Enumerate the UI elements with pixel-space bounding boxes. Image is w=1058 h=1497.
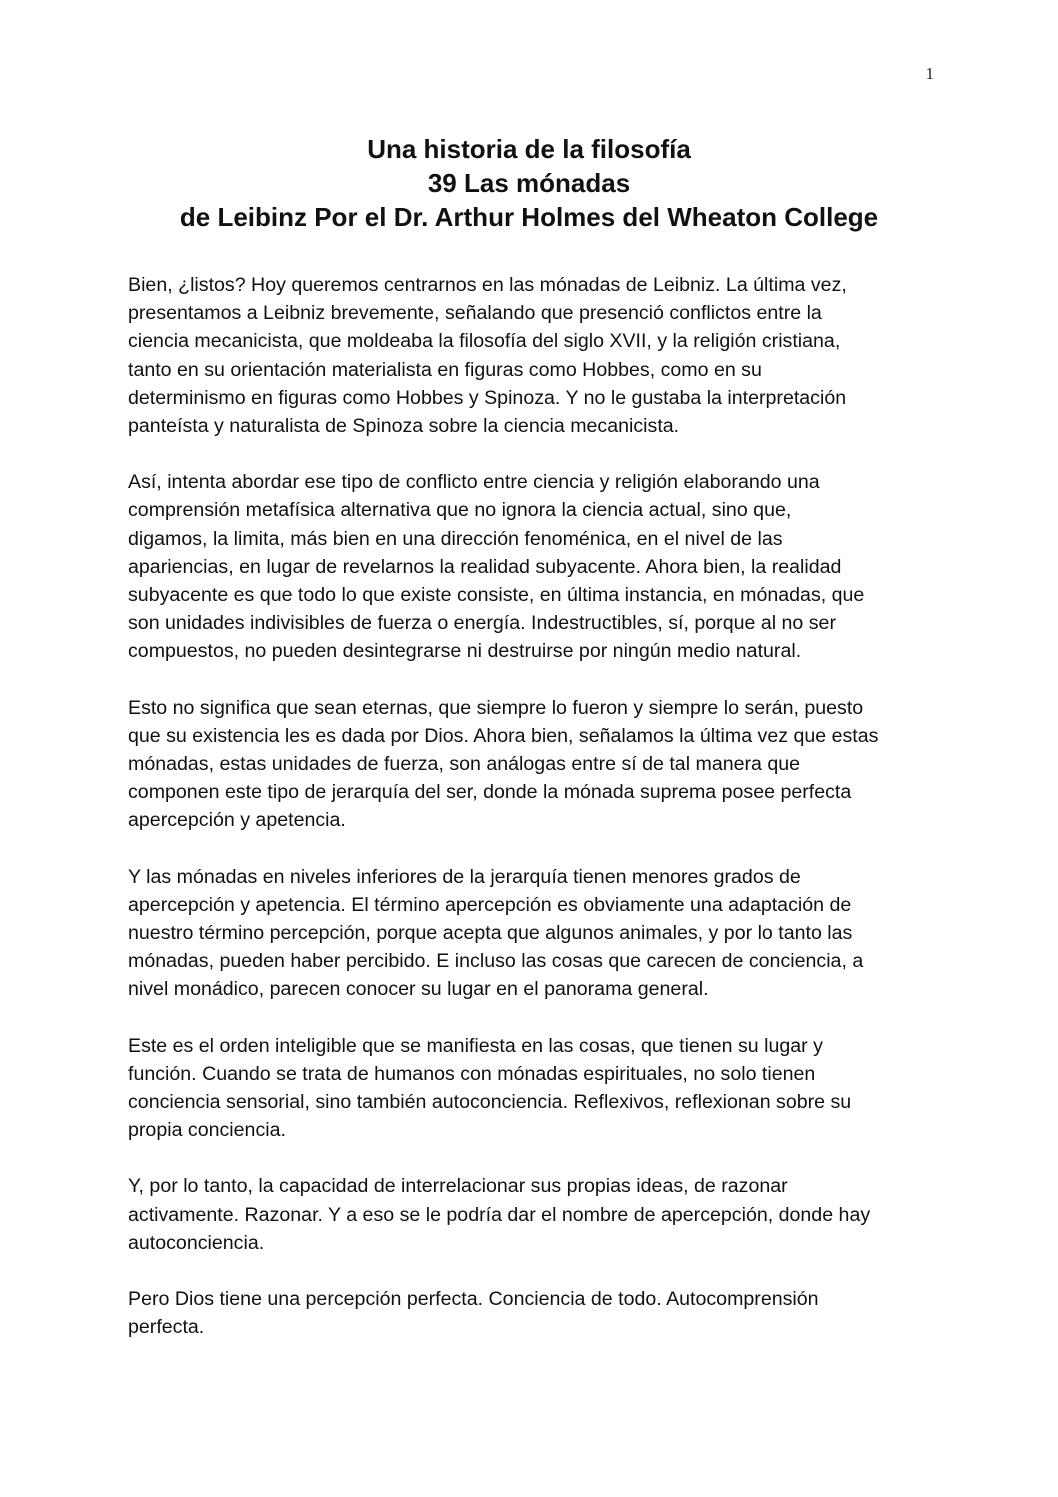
- text-line: mónadas, pueden haber percibido. E incluso las cosas que carecen de conciencia, a: [128, 950, 864, 973]
- text-line: compuestos, no pueden desintegrarse ni destruirse por ningún medio natural.: [128, 640, 802, 663]
- text-line: digamos, la limita, más bien en una dirección fenoménica, en el nivel de las: [128, 527, 783, 550]
- paragraph: [128, 1172, 928, 1257]
- text-line: conciencia sensorial, sino también autoconciencia. Reflexivos, reflexionan sobre su: [128, 1091, 852, 1114]
- paragraph: [128, 468, 928, 665]
- text-line: nivel monádico, parecen conocer su lugar en el panorama general.: [128, 978, 709, 1001]
- text-line: subyacente es que todo lo que existe consiste, en última instancia, en mónadas, que: [128, 584, 865, 607]
- paragraph: [128, 1285, 928, 1341]
- text-line: presentamos a Leibniz brevemente, señalando que presenció conflictos entre la: [128, 302, 822, 325]
- title-line: 39 Las mónadas: [427, 168, 631, 198]
- text-line: determinismo en figuras como Hobbes y Spinoza. Y no le gustaba la interpretación: [128, 386, 847, 409]
- paragraph: [128, 694, 928, 835]
- text-line: Esto no significa que sean eternas, que siempre lo fueron y siempre lo serán, puesto: [128, 696, 864, 719]
- paragraph: [128, 1032, 928, 1145]
- text-line: activamente. Razonar. Y a eso se le podría dar el nombre de apercepción, donde hay: [128, 1203, 871, 1226]
- text-line: tanto en su orientación materialista en figuras como Hobbes, como en su: [128, 358, 762, 381]
- text-line: mónadas, estas unidades de fuerza, son análogas entre sí de tal manera que: [128, 753, 801, 776]
- text-line: autoconciencia.: [128, 1231, 265, 1254]
- text-line: Y, por lo tanto, la capacidad de interrelacionar sus propias ideas, de razonar: [128, 1175, 788, 1198]
- text-line: Y las mónadas en niveles inferiores de la jerarquía tienen menores grados de: [128, 865, 801, 888]
- text-line: ciencia mecanicista, que moldeaba la filosofía del siglo XVII, y la religión cristiana,: [128, 330, 841, 353]
- title-line: Una historia de la filosofía: [367, 134, 691, 164]
- text-line: nuestro término percepción, porque acepta que algunos animales, y por lo tanto las: [128, 922, 853, 945]
- text-line: propia conciencia.: [128, 1119, 286, 1142]
- text-line: Bien, ¿listos? Hoy queremos centrarnos en las mónadas de Leibniz. La última vez,: [128, 274, 847, 296]
- text-line: Pero Dios tiene una percepción perfecta. Conciencia de todo. Autocomprensión: [128, 1288, 819, 1311]
- paragraph: [128, 271, 928, 440]
- text-line: que su existencia les es dada por Dios. Ahora bien, señalamos la última vez que estas: [128, 724, 879, 747]
- text-line: panteísta y naturalista de Spinoza sobre la ciencia mecanicista.: [128, 415, 680, 438]
- text-line: Este es el orden inteligible que se manifiesta en las cosas, que tienen su lugar y: [128, 1034, 823, 1057]
- text-line: perfecta.: [128, 1316, 205, 1339]
- paragraph: [128, 863, 928, 1004]
- title-line: de Leibinz Por el Dr. Arthur Holmes del Wheaton College: [179, 202, 879, 232]
- text-line: Así, intenta abordar ese tipo de conflicto entre ciencia y religión elaborando una: [128, 471, 820, 494]
- text-line: componen este tipo de jerarquía del ser, donde la mónada suprema posee perfecta: [128, 781, 852, 804]
- text-line: apercepción y apetencia. El término apercepción es obviamente una adaptación de: [128, 893, 852, 916]
- document-body: [128, 271, 928, 1370]
- document-title: [100, 132, 958, 234]
- text-line: son unidades indivisibles de fuerza o energía. Indestructibles, sí, porque al no ser: [128, 612, 836, 635]
- text-line: apercepción y apetencia.: [128, 809, 346, 832]
- page-number: 1: [925, 64, 934, 83]
- text-line: función. Cuando se trata de humanos con mónadas espirituales, no solo tienen: [128, 1062, 816, 1085]
- text-line: apariencias, en lugar de revelarnos la realidad subyacente. Ahora bien, la realidad: [128, 555, 842, 578]
- text-line: comprensión metafísica alternativa que no ignora la ciencia actual, sino que,: [128, 499, 792, 522]
